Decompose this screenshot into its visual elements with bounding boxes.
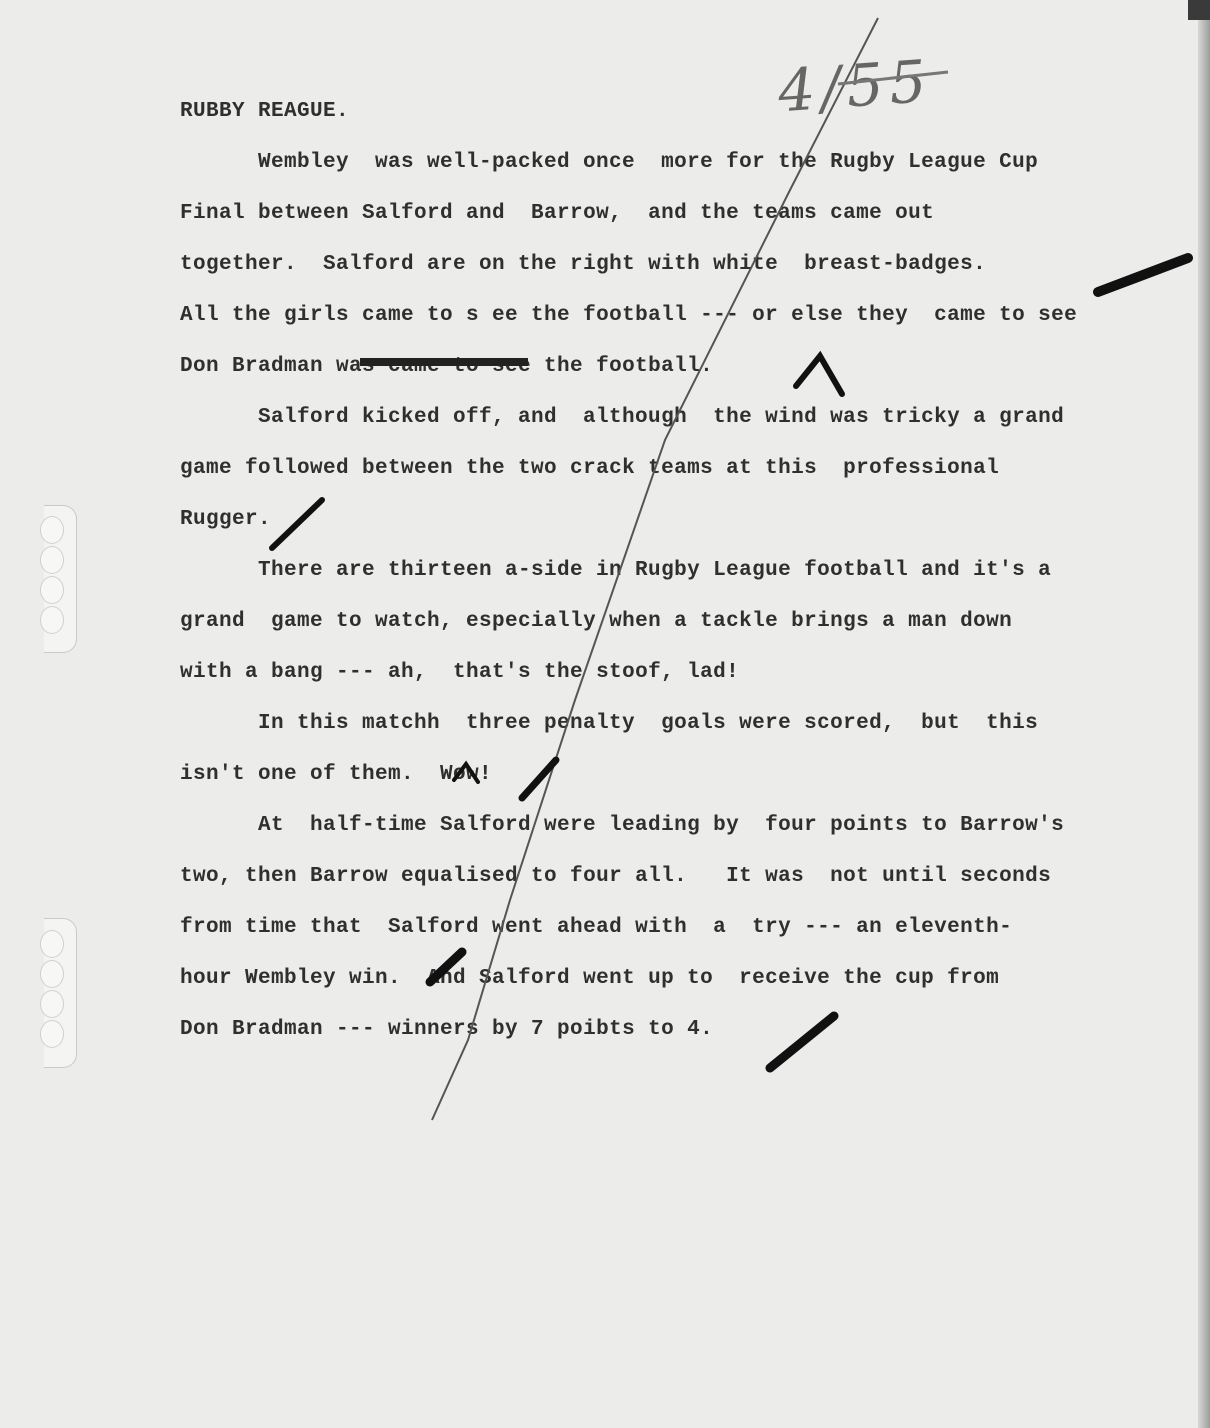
punch-hole [40,990,64,1018]
text-line: All the girls came to s ee the football --- or else they came to see [180,304,1078,327]
punch-hole [40,576,64,604]
page-edge-shadow [1198,0,1210,1428]
punch-hole [40,546,64,574]
text-line: At half-time Salford were leading by four points to Barrow's [258,814,1065,837]
text-line: Salford kicked off, and although the wind was tricky a grand [258,406,1065,429]
text-line: together. Salford are on the right with white breast-badges. [180,253,987,276]
text-line: hour Wembley win. And Salford went up to receive the cup from [180,967,1000,990]
text-line: Wembley was well-packed once more for the Rugby League Cup [258,151,1039,174]
text-line: two, then Barrow equalised to four all. It was not until seconds [180,865,1052,888]
punch-hole [40,606,64,634]
punch-hole [40,930,64,958]
handwritten-page-number: 4/55 [775,46,935,126]
typed-text-block [180,86,1190,1055]
text-line: Rugger. [180,508,272,531]
text-line: Final between Salford and Barrow, and the teams came out [180,202,935,225]
punch-hole [40,960,64,988]
text-line: Don Bradman --- winners by 7 poibts to 4. [180,1018,714,1041]
document-title: RUBBY REAGUE. [180,100,350,123]
punch-hole [40,1020,64,1048]
page-corner-shadow [1188,0,1210,20]
text-line: game followed between the two crack teams at this professional [180,457,1000,480]
text-line: from time that Salford went ahead with a try --- an eleventh- [180,916,1013,939]
punch-hole [40,516,64,544]
text-line: grand game to watch, especially when a tackle brings a man down [180,610,1013,633]
text-line: In this matchh three penalty goals were scored, but this [258,712,1039,735]
text-line: with a bang --- ah, that's the stoof, lad! [180,661,740,684]
text-line: There are thirteen a-side in Rugby League football and it's a [258,559,1052,582]
text-line: Don Bradman was came to see the football. [180,355,714,378]
text-line: isn't one of them. Wow! [180,763,493,786]
